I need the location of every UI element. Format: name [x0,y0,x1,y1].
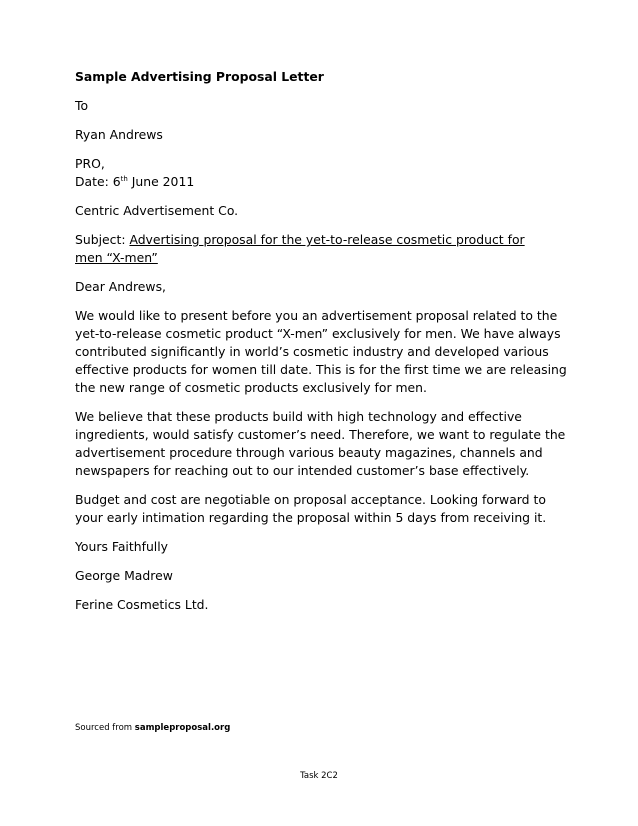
signatory-name: George Madrew [75,568,173,583]
recipient-company: Centric Advertisement Co. [75,203,239,218]
source-credit [75,722,230,734]
date-suffix: June 2011 [127,174,195,189]
sender-company: Ferine Cosmetics Ltd. [75,597,209,612]
closing: Yours Faithfully [75,539,169,554]
source-site: sampleproposal.org [134,723,231,733]
letter-date [75,174,194,189]
recipient-name: Ryan Andrews [75,127,163,142]
recipient-block [75,155,575,191]
subject-label: Subject: [75,232,130,247]
subject-text-2: men “X-men” [75,250,158,265]
salutation: Dear Andrews, [75,279,166,294]
recipient-title: PRO, [75,156,105,171]
subject-text-1: Advertising proposal for the yet-to-release cosmetic product for [129,232,525,247]
subject-line [75,231,575,267]
to-label: To [75,98,89,113]
letter-title: Sample Advertising Proposal Letter [75,69,324,84]
letter-body [75,68,575,625]
paragraph-1: We would like to present before you an advertisement proposal related to the yet-to-release cosmetic product “X-men” exclusively for men. We have always contributed significantly in world’s cosmetic industry and developed various effective products for women till date. This is for the first time we are releasing the new range of cosmetic products exclusively for men. [75,308,567,395]
paragraph-2: We believe that these products build with high technology and effective ingredients, would satisfy customer’s need. Therefore, we want to regulate the advertisement procedure through various beauty magazines, channels and newspapers for reaching out to our intended customer’s base effectively. [75,409,566,478]
source-prefix: Sourced from [75,723,135,733]
date-prefix: Date: 6 [75,174,121,189]
paragraph-3: Budget and cost are negotiable on proposal acceptance. Looking forward to your early intimation regarding the proposal within 5 days from receiving it. [75,492,547,525]
date-ordinal: th [120,175,128,183]
page-footer: Task 2C2 [300,771,338,781]
